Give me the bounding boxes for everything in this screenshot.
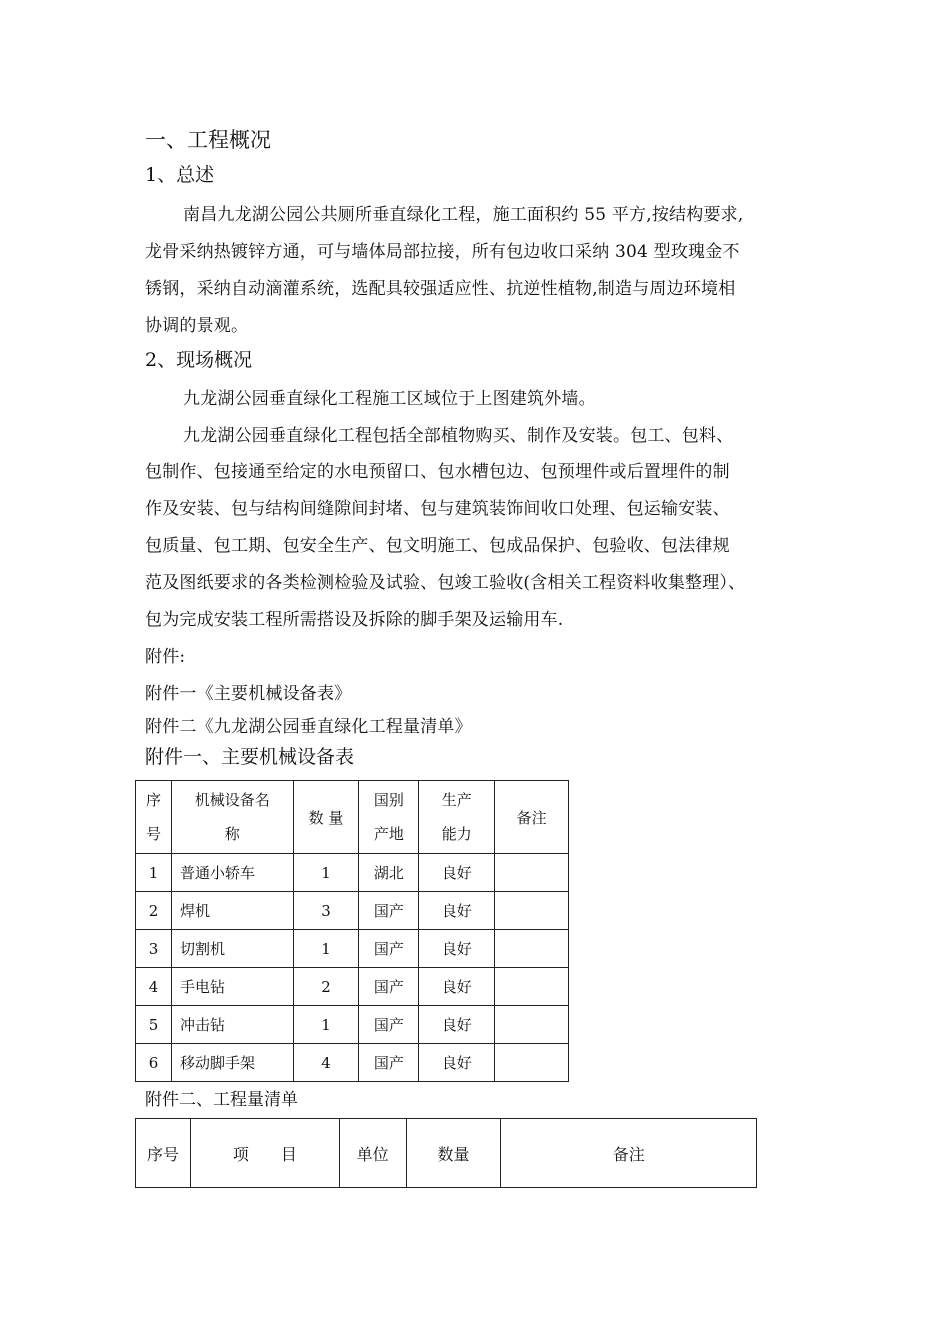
cell-qty: 1 xyxy=(293,854,359,892)
overview-line: 龙骨采纳热镀锌方通，可与墙体局部拉接，所有包边收口采纳 304 型玫瑰金不 xyxy=(145,242,740,262)
cell-remark xyxy=(495,892,569,930)
cell-origin: 湖北 xyxy=(359,854,419,892)
site-line: 包制作、包接通至给定的水电预留口、包水槽包边、包预埋件或后置埋件的制 xyxy=(145,462,730,482)
table-header-row xyxy=(136,781,569,854)
site-line: 九龙湖公园垂直绿化工程包括全部植物购买、制作及安装。包工、包料、 xyxy=(183,426,734,446)
attachments-label: 附件: xyxy=(145,647,186,667)
cell-remark xyxy=(495,930,569,968)
cell-qty: 1 xyxy=(293,930,359,968)
header-capacity: 生产 能力 xyxy=(419,781,495,854)
site-paragraph: 九龙湖公园垂直绿化工程施工区域位于上图建筑外墙。 xyxy=(183,389,596,409)
cell-no: 4 xyxy=(136,968,172,1006)
cell-capacity: 良好 xyxy=(419,1006,495,1044)
cell-capacity: 良好 xyxy=(419,854,495,892)
header-name: 机械设备名 称 xyxy=(171,781,293,854)
cell-remark xyxy=(495,854,569,892)
section-title-overview: 1、总述 xyxy=(145,164,215,186)
overview-line: 南昌九龙湖公园公共厕所垂直绿化工程，施工面积约 55 平方,按结构要求, xyxy=(183,205,744,225)
header-origin: 国别 产地 xyxy=(359,781,419,854)
header-unit: 单位 xyxy=(339,1119,406,1188)
cell-name: 手电钻 xyxy=(171,968,293,1006)
cell-remark xyxy=(495,1044,569,1082)
cell-no: 2 xyxy=(136,892,172,930)
cell-name: 切割机 xyxy=(171,930,293,968)
cell-origin: 国产 xyxy=(359,892,419,930)
attachment-item: 附件一《主要机械设备表》 xyxy=(145,684,352,704)
overview-line: 协调的景观。 xyxy=(145,316,249,336)
cell-no: 5 xyxy=(136,1006,172,1044)
cell-capacity: 良好 xyxy=(419,930,495,968)
section-title-site: 2、现场概况 xyxy=(145,349,253,371)
table-row xyxy=(136,968,569,1006)
header-remark: 备注 xyxy=(501,1119,757,1188)
table1-title: 附件一、主要机械设备表 xyxy=(145,746,355,768)
header-remark: 备注 xyxy=(495,781,569,854)
attachment-item: 附件二《九龙湖公园垂直绿化工程量清单》 xyxy=(145,717,472,737)
site-line: 范及图纸要求的各类检测检验及试验、包竣工验收(含相关工程资料收集整理）、 xyxy=(145,573,746,593)
cell-no: 6 xyxy=(136,1044,172,1082)
cell-qty: 4 xyxy=(293,1044,359,1082)
cell-no: 3 xyxy=(136,930,172,968)
table2-title: 附件二、工程量清单 xyxy=(145,1090,298,1110)
quantity-list-table xyxy=(135,1118,757,1188)
table-row xyxy=(136,1006,569,1044)
header-no: 序号 xyxy=(136,1119,191,1188)
cell-capacity: 良好 xyxy=(419,1044,495,1082)
cell-remark xyxy=(495,968,569,1006)
table-row xyxy=(136,1044,569,1082)
header-qty: 数 量 xyxy=(293,781,359,854)
cell-origin: 国产 xyxy=(359,930,419,968)
overview-line: 锈钢，采纳自动滴灌系统，选配具较强适应性、抗逆性植物,制造与周边环境相 xyxy=(145,279,736,299)
cell-name: 移动脚手架 xyxy=(171,1044,293,1082)
cell-name: 冲击钻 xyxy=(171,1006,293,1044)
equipment-table xyxy=(135,780,569,1082)
header-qty: 数量 xyxy=(406,1119,501,1188)
header-item: 项 目 xyxy=(190,1119,339,1188)
cell-qty: 3 xyxy=(293,892,359,930)
site-line: 作及安装、包与结构间缝隙间封堵、包与建筑装饰间收口处理、包运输安装、 xyxy=(145,499,730,519)
table-header-row xyxy=(136,1119,757,1188)
cell-no: 1 xyxy=(136,854,172,892)
cell-qty: 2 xyxy=(293,968,359,1006)
heading-project-overview: 一、工程概况 xyxy=(145,128,271,152)
cell-remark xyxy=(495,1006,569,1044)
cell-origin: 国产 xyxy=(359,1044,419,1082)
cell-capacity: 良好 xyxy=(419,892,495,930)
cell-origin: 国产 xyxy=(359,1006,419,1044)
table-row xyxy=(136,930,569,968)
site-line: 包质量、包工期、包安全生产、包文明施工、包成品保护、包验收、包法律规 xyxy=(145,536,730,556)
cell-qty: 1 xyxy=(293,1006,359,1044)
cell-name: 焊机 xyxy=(171,892,293,930)
cell-name: 普通小轿车 xyxy=(171,854,293,892)
cell-origin: 国产 xyxy=(359,968,419,1006)
table-row xyxy=(136,854,569,892)
table-row xyxy=(136,892,569,930)
site-line: 包为完成安装工程所需搭设及拆除的脚手架及运输用车. xyxy=(145,610,564,630)
cell-capacity: 良好 xyxy=(419,968,495,1006)
header-no: 序 号 xyxy=(136,781,172,854)
